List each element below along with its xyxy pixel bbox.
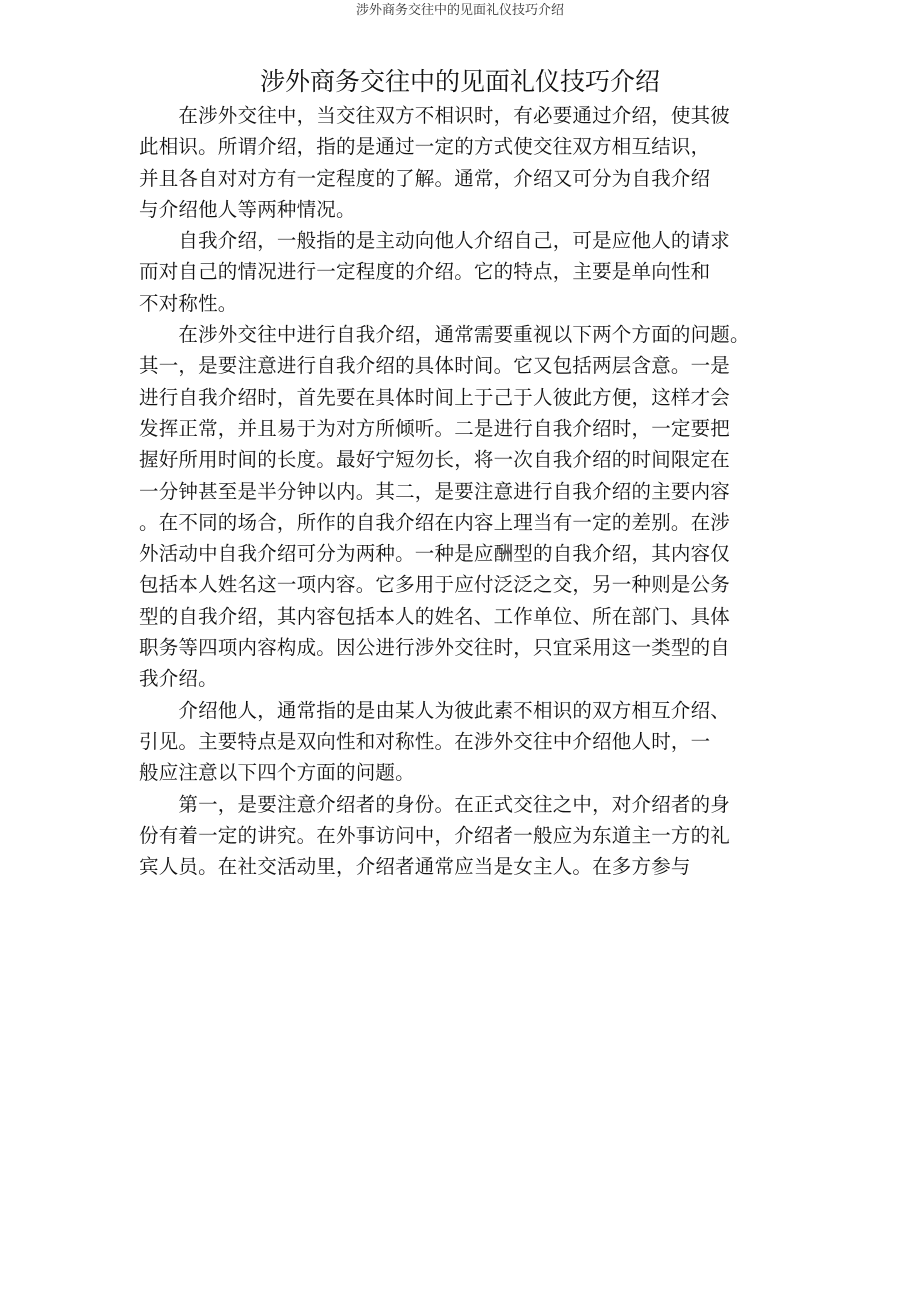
- text-line: 并且各自对对方有一定程度的了解。通常，介绍又可分为自我介绍: [139, 166, 711, 190]
- text-line: 此相识。所谓介绍，指的是通过一定的方式使交往双方相互结识，: [139, 135, 711, 159]
- text-line: 在涉外交往中，当交往双方不相识时，有必要通过介绍，使其彼: [139, 104, 731, 127]
- text-line: 引见。主要特点是双向性和对称性。在涉外交往中介绍他人时，一: [139, 729, 711, 753]
- text-line: 型的自我介绍，其内容包括本人的姓名、工作单位、所在部门、具体: [139, 604, 731, 628]
- paragraph-2: [139, 225, 749, 319]
- text-line: 般应注意以下四个方面的问题。: [139, 761, 415, 785]
- text-line: 而对自己的情况进行一定程度的介绍。它的特点，主要是单向性和: [139, 260, 711, 284]
- paragraph-5: [139, 789, 749, 883]
- text-line: 份有着一定的讲究。在外事访问中，介绍者一般应为东道主一方的礼: [139, 823, 731, 847]
- text-line: 在涉外交往中进行自我介绍，通常需要重视以下两个方面的问题。: [139, 323, 750, 347]
- text-line: 发挥正常，并且易于为对方所倾听。二是进行自我介绍时，一定要把: [139, 416, 731, 440]
- text-line: 介绍他人，通常指的是由某人为彼此素不相识的双方相互介绍、: [139, 698, 731, 722]
- paragraph-4: [139, 695, 749, 789]
- paragraph-1: [139, 100, 749, 225]
- text-line: 握好所用时间的长度。最好宁短勿长，将一次自我介绍的时间限定在: [139, 448, 731, 472]
- text-line: 第一，是要注意介绍者的身份。在正式交往之中，对介绍者的身: [139, 792, 731, 816]
- document-title: 涉外商务交往中的见面礼仪技巧介绍: [259, 67, 660, 96]
- document-body: [139, 100, 749, 882]
- text-line: 自我介绍，一般指的是主动向他人介绍自己，可是应他人的请求: [139, 229, 731, 253]
- text-line: 职务等四项内容构成。因公进行涉外交往时，只宜采用这一类型的自: [139, 636, 731, 660]
- paragraph-3: [139, 319, 749, 695]
- running-header: 涉外商务交往中的见面礼仪技巧介绍: [355, 3, 564, 18]
- text-line: 宾人员。在社交活动里，介绍者通常应当是女主人。在多方参与: [139, 855, 691, 879]
- text-line: 包括本人姓名这一项内容。它多用于应付泛泛之交，另一种则是公务: [139, 573, 731, 597]
- text-line: 外活动中自我介绍可分为两种。一种是应酬型的自我介绍，其内容仅: [139, 542, 731, 566]
- text-line: 其一，是要注意进行自我介绍的具体时间。它又包括两层含意。一是: [139, 354, 731, 378]
- text-line: 不对称性。: [139, 291, 238, 315]
- text-line: 一分钟甚至是半分钟以内。其二，是要注意进行自我介绍的主要内容: [139, 479, 731, 503]
- text-line: 进行自我介绍时，首先要在具体时间上于己于人彼此方便，这样才会: [139, 385, 731, 409]
- text-line: 我介绍。: [139, 667, 218, 691]
- text-line: 与介绍他人等两种情况。: [139, 197, 356, 221]
- text-line: 。在不同的场合，所作的自我介绍在内容上理当有一定的差别。在涉: [139, 510, 731, 534]
